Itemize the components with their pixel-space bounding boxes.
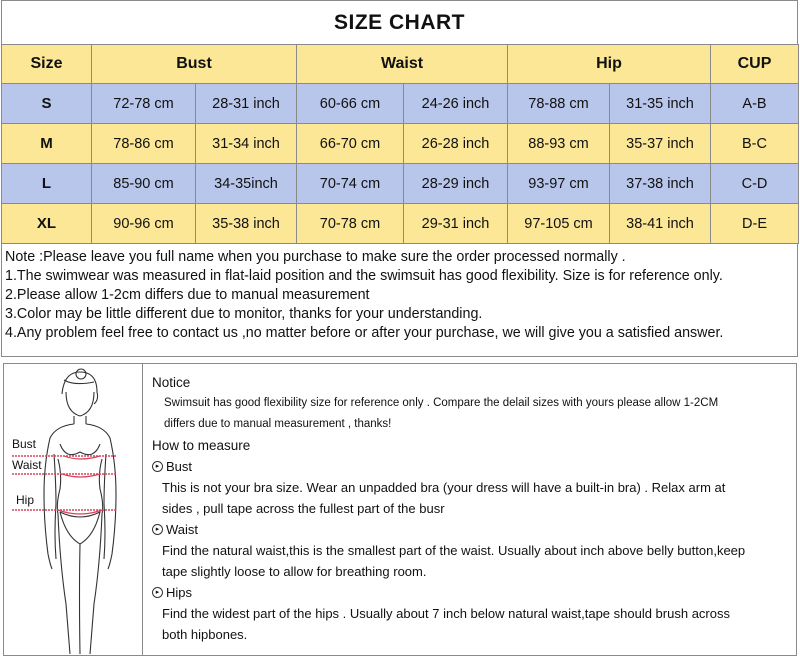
waist-heading: Waist [166, 522, 199, 537]
bust-inch-cell: 28-31 inch [196, 84, 297, 124]
notice-heading: Notice [152, 375, 191, 390]
waist-inch-cell: 29-31 inch [404, 204, 508, 244]
header-bust: Bust [92, 45, 297, 84]
header-hip: Hip [508, 45, 711, 84]
cup-cell: C-D [711, 164, 799, 204]
hip-inch-cell: 35-37 inch [610, 124, 711, 164]
cup-cell: D-E [711, 204, 799, 244]
bust-text: sides , pull tape across the fullest part of the busr [162, 501, 445, 516]
bust-cm-cell: 90-96 cm [92, 204, 196, 244]
header-row [2, 45, 799, 84]
note-line: 1.The swimwear was measured in flat-laid position and the swimsuit has good flexibility. Size is for reference only. [5, 268, 723, 284]
size-table [1, 44, 799, 244]
waist-inch-cell: 28-29 inch [404, 164, 508, 204]
size-cell: S [2, 84, 92, 124]
waist-inch-cell: 26-28 inch [404, 124, 508, 164]
figure-label-hip: Hip [16, 493, 35, 507]
table-row [2, 124, 799, 164]
bust-inch-cell: 35-38 inch [196, 204, 297, 244]
waist-cm-cell: 60-66 cm [297, 84, 404, 124]
notes-block [1, 244, 798, 357]
note-line: 2.Please allow 1-2cm differs due to manual measurement [5, 287, 370, 303]
hips-heading: Hips [166, 585, 193, 600]
table-row [2, 204, 799, 244]
cup-cell: A-B [711, 84, 799, 124]
hip-cm-cell: 97-105 cm [508, 204, 610, 244]
hip-cm-cell: 93-97 cm [508, 164, 610, 204]
hips-text: Find the widest part of the hips . Usually about 7 inch below natural waist,tape should brush across [162, 606, 730, 621]
notice-text: Swimsuit has good flexibility size for reference only . Compare the delail sizes with yours please allow 1-2CM [164, 397, 719, 409]
hip-cm-cell: 88-93 cm [508, 124, 610, 164]
table-row [2, 84, 799, 124]
cup-cell: B-C [711, 124, 799, 164]
hips-section-heading [152, 582, 792, 603]
measure-instructions [152, 372, 792, 645]
hip-inch-cell: 37-38 inch [610, 164, 711, 204]
notice-text: differs due to manual measurement , thanks! [164, 418, 392, 430]
circled-arrow-icon: ▸ [152, 524, 163, 535]
chart-title: SIZE CHART [1, 0, 798, 44]
bust-section-heading [152, 456, 792, 477]
note-line: 4.Any problem feel free to contact us ,no matter before or after your purchase, we will give you a satisfied answer. [5, 325, 724, 341]
size-cell: XL [2, 204, 92, 244]
waist-inch-cell: 24-26 inch [404, 84, 508, 124]
bust-heading: Bust [166, 459, 193, 474]
waist-cm-cell: 66-70 cm [297, 124, 404, 164]
hip-inch-cell: 38-41 inch [610, 204, 711, 244]
waist-section-heading [152, 519, 792, 540]
bust-inch-cell: 34-35inch [196, 164, 297, 204]
hip-cm-cell: 78-88 cm [508, 84, 610, 124]
body-outline-icon [4, 364, 142, 655]
size-cell: M [2, 124, 92, 164]
waist-cm-cell: 70-74 cm [297, 164, 404, 204]
how-to-measure-heading: How to measure [152, 438, 251, 453]
figure-label-bust: Bust [12, 437, 37, 451]
note-line: Note :Please leave you full name when you purchase to make sure the order processed normally . [5, 249, 626, 265]
bust-text: This is not your bra size. Wear an unpadded bra (your dress will have a built-in bra) . Relax arm at [162, 480, 726, 495]
circled-arrow-icon: ▸ [152, 461, 163, 472]
waist-cm-cell: 70-78 cm [297, 204, 404, 244]
hips-text: both hipbones. [162, 627, 248, 642]
measure-guide-panel [3, 363, 797, 656]
hip-inch-cell: 31-35 inch [610, 84, 711, 124]
header-waist: Waist [297, 45, 508, 84]
note-line: 3.Color may be little different due to monitor, thanks for your understanding. [5, 306, 483, 322]
size-chart [1, 0, 798, 357]
bust-cm-cell: 78-86 cm [92, 124, 196, 164]
header-cup: CUP [711, 45, 799, 84]
body-figure-illustration [4, 364, 143, 655]
header-size: Size [2, 45, 92, 84]
circled-arrow-icon: ▸ [152, 587, 163, 598]
bust-inch-cell: 31-34 inch [196, 124, 297, 164]
table-row [2, 164, 799, 204]
waist-text: tape slightly loose to allow for breathing room. [162, 564, 427, 579]
bust-cm-cell: 85-90 cm [92, 164, 196, 204]
size-cell: L [2, 164, 92, 204]
bust-cm-cell: 72-78 cm [92, 84, 196, 124]
waist-text: Find the natural waist,this is the smallest part of the waist. Usually about inch above belly button,keep [162, 543, 746, 558]
figure-label-waist: Waist [12, 458, 42, 472]
